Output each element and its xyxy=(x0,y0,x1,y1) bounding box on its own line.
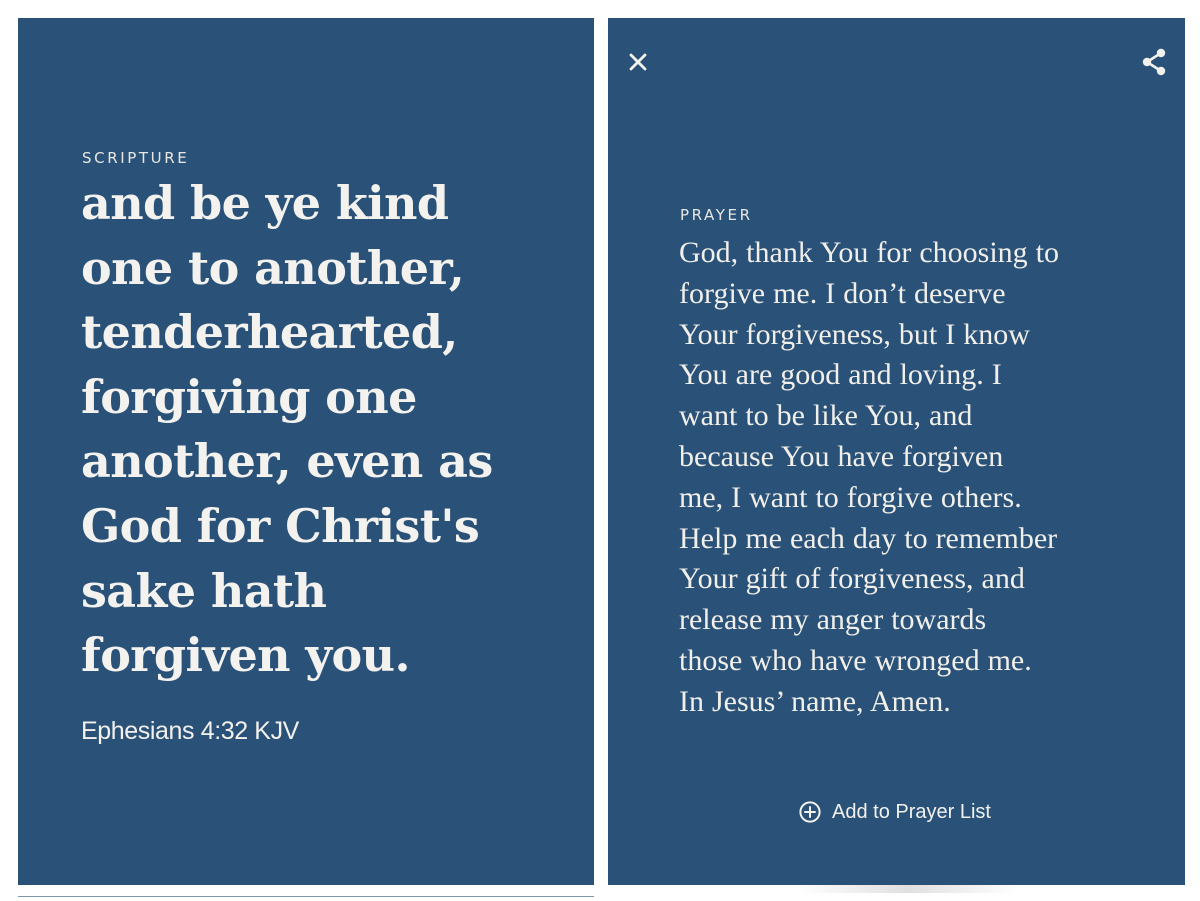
verse-line: one to another, xyxy=(81,240,465,295)
plus-circle-icon xyxy=(798,800,822,824)
verse-line: forgiven you. xyxy=(81,628,410,683)
add-to-prayer-list-label: Add to Prayer List xyxy=(832,800,991,823)
prayer-line: Help me each day to remember xyxy=(679,521,1058,555)
prayer-line: release my anger towards xyxy=(679,603,987,637)
verse-line: another, even as xyxy=(81,434,493,489)
share-button[interactable] xyxy=(1138,46,1170,78)
add-to-prayer-list-button[interactable] xyxy=(798,800,991,824)
verse-line: and be ye kind xyxy=(81,176,449,230)
prayer-line: Your forgiveness, but I know xyxy=(679,317,1030,351)
close-icon xyxy=(624,48,652,76)
prayer-line: God, thank You for choosing to xyxy=(679,236,1060,269)
scroll-ghost-strip xyxy=(608,885,1185,901)
scripture-verse xyxy=(81,171,571,688)
prayer-line: want to be like You, and xyxy=(679,399,973,433)
scripture-card xyxy=(18,18,594,885)
prayer-line: Your gift of forgiveness, and xyxy=(679,562,1025,596)
scripture-section-label: SCRIPTURE xyxy=(82,149,190,167)
verse-line: sake hath xyxy=(81,563,327,618)
divider xyxy=(18,896,594,897)
prayer-line: forgive me. I don’t deserve xyxy=(679,276,1006,310)
share-icon xyxy=(1138,46,1170,78)
prayer-line: those who have wronged me. xyxy=(679,643,1032,677)
verse-line: God for Christ's xyxy=(81,498,480,553)
verse-line: forgiving one xyxy=(81,369,417,424)
close-button[interactable] xyxy=(624,48,652,76)
prayer-text xyxy=(679,233,1149,723)
verse-line: tenderhearted, xyxy=(81,305,458,360)
prayer-line: You are good and loving. I xyxy=(679,358,1002,392)
prayer-line: me, I want to forgive others. xyxy=(679,480,1022,514)
prayer-line: In Jesus’ name, Amen. xyxy=(679,684,951,718)
scripture-reference: Ephesians 4:32 KJV xyxy=(81,717,299,745)
ghost-shadow xyxy=(798,885,1018,893)
prayer-line: because You have forgiven xyxy=(679,439,1004,473)
prayer-card xyxy=(608,18,1185,885)
prayer-section-label: PRAYER xyxy=(680,206,753,224)
